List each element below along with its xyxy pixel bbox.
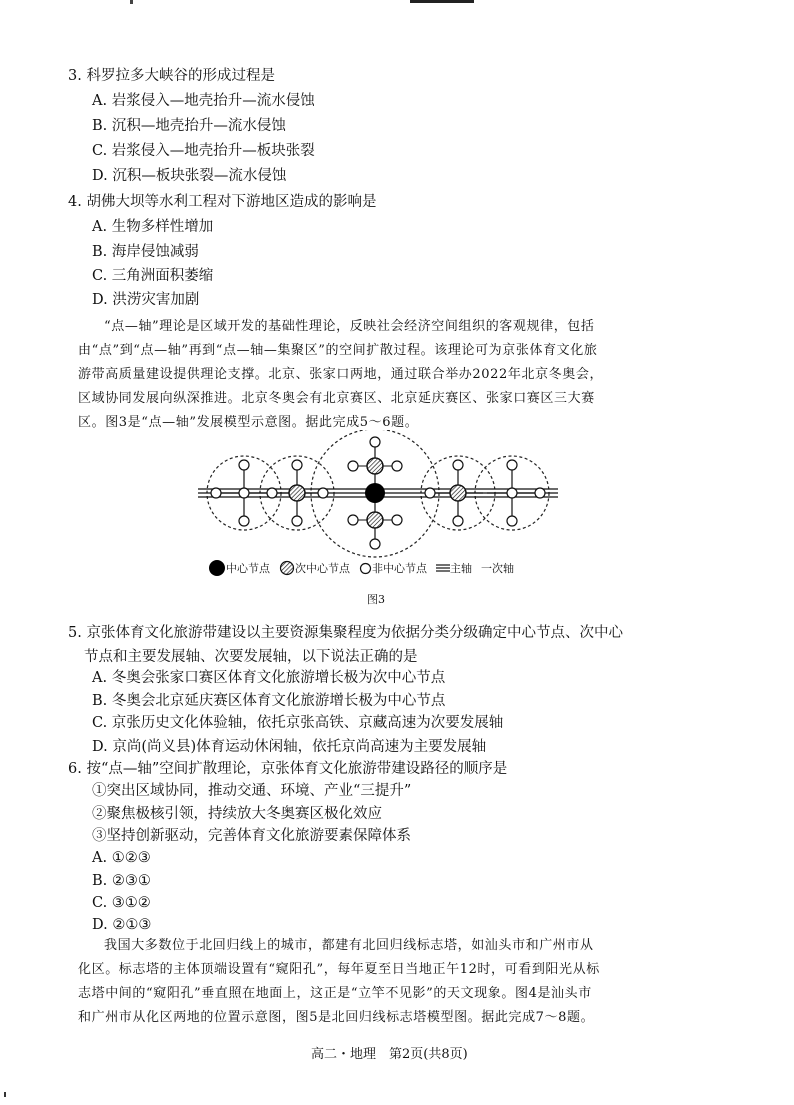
non-center-node xyxy=(453,460,463,470)
q6-stem: 6. 按“点—轴”空间扩散理论，京张体育文化旅游带建设路径的顺序是 xyxy=(68,761,508,777)
non-center-node xyxy=(267,488,277,498)
passage-line: “点—轴”理论是区域开发的基础性理论，反映社会经济空间组织的客观规律，包括 xyxy=(104,319,595,334)
q5-option-a: A. 冬奥会张家口赛区体育文化旅游增长极为次中心节点 xyxy=(92,670,446,686)
legend-sub-label: 次中心节点 xyxy=(295,562,350,575)
non-center-node xyxy=(239,460,249,470)
q4-option-a: A. 生物多样性增加 xyxy=(92,219,214,235)
q6-item-1: ①突出区域协同，推动交通、环境、产业“三提升” xyxy=(92,783,412,799)
non-center-node xyxy=(211,488,221,498)
q6-option-d: D. ②①③ xyxy=(92,917,152,933)
non-center-node xyxy=(507,516,517,526)
center-node xyxy=(365,483,385,503)
q4-stem: 4. 胡佛大坝等水利工程对下游地区造成的影响是 xyxy=(68,194,377,210)
q4-option-d: D. 洪涝灾害加剧 xyxy=(92,292,200,308)
figure-legend xyxy=(208,559,523,577)
passage-tropic-tower xyxy=(78,934,713,1030)
point-axis-diagram xyxy=(198,430,558,560)
q6-item-3: ③坚持创新驱动，完善体育文化旅游要素保障体系 xyxy=(92,828,411,844)
q5-stem-line1: 5. 京张体育文化旅游带建设以主要资源集聚程度为依据分类分级确定中心节点、次中心 xyxy=(68,625,623,641)
non-center-node xyxy=(507,460,517,470)
page-footer: 高二・地理 第2页(共8页) xyxy=(311,1047,468,1062)
q5-option-b: B. 冬奥会北京延庆赛区体育文化旅游增长极为中心节点 xyxy=(92,693,446,709)
center-node-icon xyxy=(208,559,226,577)
non-center-node xyxy=(318,488,328,498)
passage-line: 由“点”到“点—轴”再到“点—轴—集聚区”的空间扩散过程。该理论可为京张体育文化旅 xyxy=(78,343,598,358)
non-center-node xyxy=(370,539,380,549)
legend-sub xyxy=(279,560,350,576)
passage-line: 和广州市从化区两地的位置示意图，图5是北回归线标志塔模型图。据此完成7～8题。 xyxy=(78,1010,595,1025)
legend-center-label: 中心节点 xyxy=(226,562,270,575)
non-center-node xyxy=(392,461,402,471)
q4-option-c: C. 三角洲面积萎缩 xyxy=(92,268,214,284)
legend-non-label: 非中心节点 xyxy=(372,562,427,575)
q6-option-a: A. ①②③ xyxy=(92,850,151,866)
main-axis-icon xyxy=(436,563,450,573)
legend-main-axis-label: 主轴 xyxy=(450,562,472,575)
scan-mark xyxy=(410,0,474,3)
non-center-node xyxy=(348,515,358,525)
q3-option-c: C. 岩浆侵入—地壳抬升—板块张裂 xyxy=(92,143,315,159)
non-center-node xyxy=(507,488,517,498)
non-center-node xyxy=(370,437,380,447)
q5-option-d: D. 京尚(尚义县)体育运动休闲轴，依托京尚高速为主要发展轴 xyxy=(92,739,487,755)
non-center-node xyxy=(392,515,402,525)
passage-line: 化区。标志塔的主体顶端设置有“窥阳孔”，每年夏至日当地正午12时，可看到阳光从标 xyxy=(78,962,600,977)
q3-option-a: A. 岩浆侵入—地壳抬升—流水侵蚀 xyxy=(92,93,315,109)
non-center-node xyxy=(348,461,358,471)
non-center-node xyxy=(292,516,302,526)
q6-option-b: B. ②③① xyxy=(92,873,151,889)
passage-point-axis xyxy=(78,315,713,435)
non-center-node xyxy=(453,516,463,526)
sub-center-node xyxy=(367,512,383,528)
sub-center-node xyxy=(450,485,466,501)
sub-center-node-icon xyxy=(279,560,295,576)
passage-line: 我国大多数位于北回归线上的城市，都建有北回归线标志塔，如汕头市和广州市从 xyxy=(104,938,594,953)
non-center-node xyxy=(535,488,545,498)
non-center-node xyxy=(239,488,249,498)
non-center-node xyxy=(292,460,302,470)
sub-center-node xyxy=(289,485,305,501)
non-center-node xyxy=(425,488,435,498)
q6-item-2: ②聚焦极核引领，持续放大冬奥赛区极化效应 xyxy=(92,806,382,822)
scan-mark xyxy=(130,0,133,4)
passage-line: 游带高质量建设提供理论支撑。北京、张家口两地，通过联合举办2022年北京冬奥会， xyxy=(78,367,604,382)
q3-option-b: B. 沉积—地壳抬升—流水侵蚀 xyxy=(92,118,286,134)
scan-mark xyxy=(4,1092,6,1097)
q6-option-c: C. ③①② xyxy=(92,895,151,911)
non-center-node-icon xyxy=(359,562,372,575)
legend-secondary-axis xyxy=(481,560,514,576)
q4-option-b: B. 海岸侵蚀减弱 xyxy=(92,244,199,260)
passage-line: 志塔中间的“窥阳孔”垂直照在地面上，这正是“立竿不见影”的天文现象。图4是汕头市 xyxy=(78,986,592,1001)
legend-center xyxy=(208,559,270,577)
q3-option-d: D. 沉积—板块张裂—流水侵蚀 xyxy=(92,168,287,184)
q3-stem: 3. 科罗拉多大峡谷的形成过程是 xyxy=(68,68,275,84)
figure-caption: 图3 xyxy=(367,593,385,606)
legend-non xyxy=(359,560,427,576)
legend-secondary-axis-label: 一次轴 xyxy=(481,562,514,575)
q5-stem-line2: 节点和主要发展轴、次要发展轴，以下说法正确的是 xyxy=(84,649,418,665)
passage-line: 区。图3是“点—轴”发展模型示意图。据此完成5～6题。 xyxy=(78,415,419,430)
non-center-node xyxy=(239,516,249,526)
q5-option-c: C. 京张历史文化体验轴，依托京张高铁、京藏高速为次要发展轴 xyxy=(92,715,504,731)
legend-main-axis xyxy=(436,560,472,576)
passage-line: 区域协同发展向纵深推进。北京冬奥会有北京赛区、北京延庆赛区、张家口赛区三大赛 xyxy=(78,391,595,406)
sub-center-node xyxy=(367,458,383,474)
